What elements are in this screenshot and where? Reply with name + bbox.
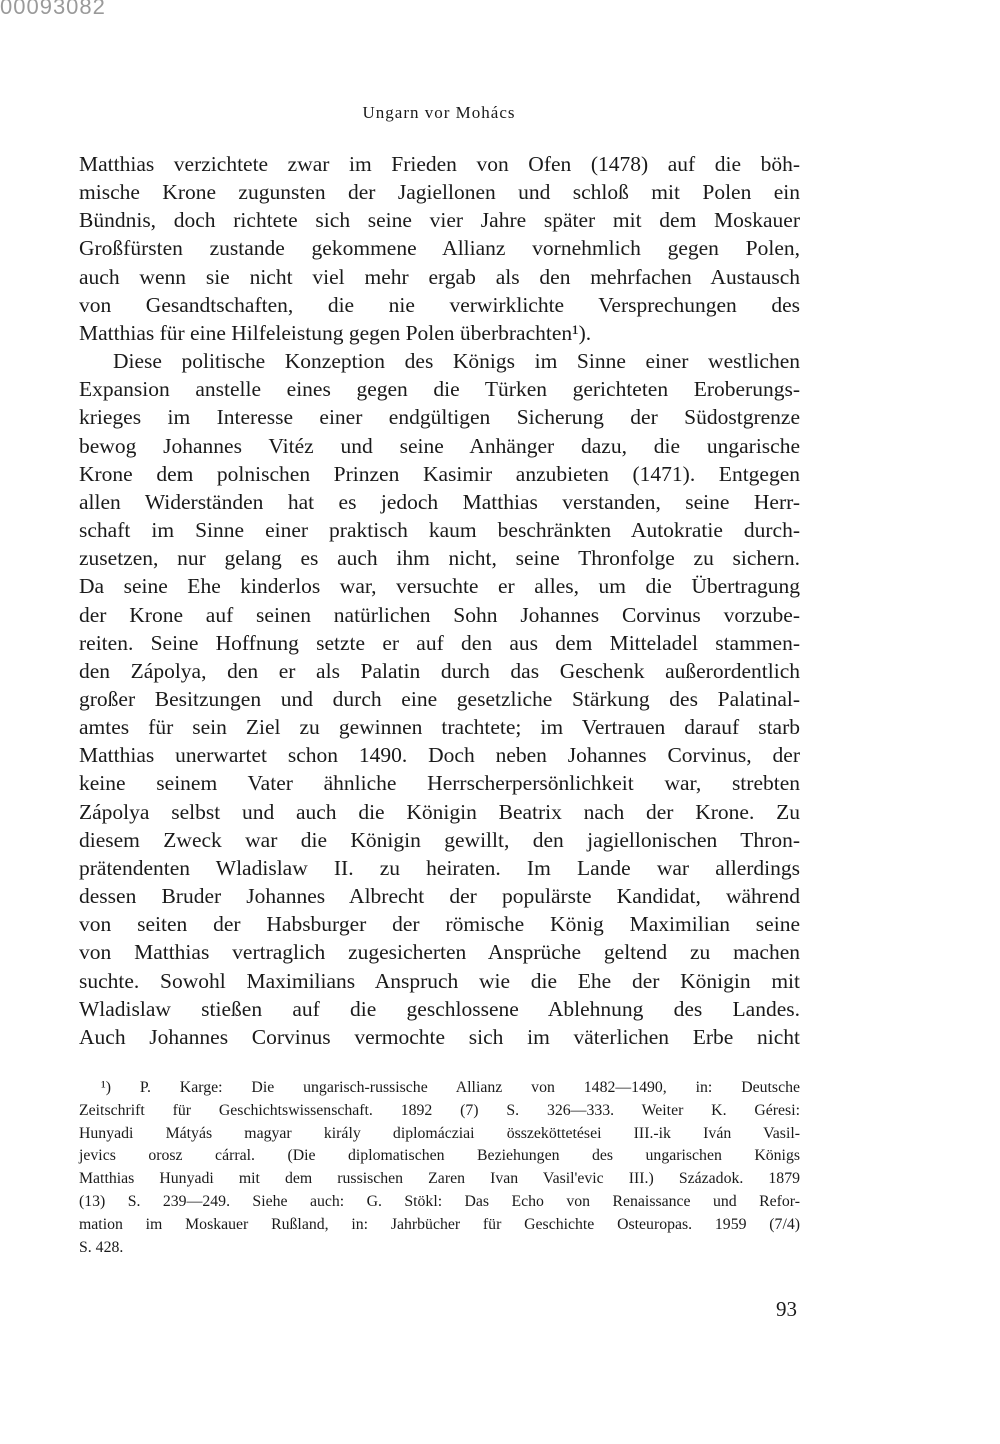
body-line: prätendenten Wladislaw II. zu heiraten. Im Lande war allerdings: [79, 855, 800, 880]
body-line: Da seine Ehe kinderlos war, versuchte er alles, um die Übertragung: [79, 574, 800, 599]
body-line: Krone dem polnischen Prinzen Kasimir anzubieten (1471). Entgegen: [79, 461, 800, 486]
footnote-line: (13) S. 239—249. Siehe auch: G. Stökl: Das Echo von Renaissance und Refor-: [79, 1192, 800, 1210]
body-line: von Gesandtschaften, die nie verwirklichte Versprechungen des: [79, 292, 800, 317]
footnote: [79, 1077, 800, 1259]
body-line: Zápolya selbst und auch die Königin Beatrix nach der Krone. Zu: [79, 799, 800, 824]
body-line: Diese politische Konzeption des Königs im Sinne einer westlichen: [113, 349, 800, 374]
body-line: Auch Johannes Corvinus vermochte sich im väterlichen Erbe nicht: [79, 1024, 800, 1049]
body-line: reiten. Seine Hoffnung setzte er auf den aus dem Mitteladel stammen-: [79, 630, 800, 655]
body-line: Matthias für eine Hilfeleistung gegen Polen überbrachten¹).: [79, 320, 592, 345]
catalog-id: 00093082: [0, 0, 106, 19]
body-line: schaft im Sinne einer praktisch kaum beschränkten Autokratie durch-: [79, 518, 800, 543]
body-line: großer Besitzungen und durch eine gesetzliche Stärkung des Palatinal-: [79, 686, 800, 711]
body-line: krieges im Interesse einer endgültigen Sicherung der Südostgrenze: [79, 405, 800, 430]
footnote-line: S. 428.: [79, 1238, 124, 1256]
body-line: von seiten der Habsburger der römische König Maximilian seine: [79, 912, 800, 937]
body-line: Matthias verzichtete zwar im Frieden von Ofen (1478) auf die böh-: [79, 152, 800, 176]
footnote-line: jevics orosz cárral. (Die diplomatischen Beziehungen des ungarischen Königs: [79, 1147, 800, 1165]
body-line: keine seinem Vater ähnliche Herrscherpersönlichkeit war, strebten: [79, 771, 800, 796]
body-line: Wladislaw stießen auf die geschlossene Ablehnung des Landes.: [79, 996, 800, 1021]
body-line: der Krone auf seinen natürlichen Sohn Johannes Corvinus vorzube-: [79, 602, 800, 627]
body-line: Bündnis, doch richtete sich seine vier Jahre später mit dem Moskauer: [79, 208, 800, 233]
body-line: Matthias unerwartet schon 1490. Doch neben Johannes Corvinus, der: [79, 743, 800, 768]
body-line: amtes für sein Ziel zu gewinnen trachtete; im Vertrauen darauf starb: [79, 715, 800, 740]
body-line: auch wenn sie nicht viel mehr ergab als den mehrfachen Austausch: [79, 264, 800, 289]
body-line: den Zápolya, den er als Palatin durch das Geschenk außerordentlich: [79, 658, 800, 683]
body-line: suchte. Sowohl Maximilians Anspruch wie die Ehe der Königin mit: [79, 968, 800, 993]
body-text: [79, 150, 800, 1051]
footnote-line: Hunyadi Mátyás magyar király diplomácziai összeköttetései III.-ik Iván Vasil-: [79, 1124, 800, 1142]
body-line: Expansion anstelle eines gegen die Türken gerichteten Eroberungs-: [79, 377, 800, 402]
body-line: bewog Johannes Vitéz und seine Anhänger dazu, die ungarische: [79, 433, 800, 458]
page-number: 93: [776, 1297, 797, 1321]
running-head: Ungarn vor Mohács: [362, 103, 516, 122]
footnote-line: ¹) P. Karge: Die ungarisch-russische Allianz von 1482—1490, in: Deutsche: [101, 1079, 800, 1096]
body-line: dessen Bruder Johannes Albrecht der populärste Kandidat, während: [79, 884, 800, 909]
body-line: diesem Zweck war die Königin gewillt, den jagiellonischen Thron-: [79, 827, 800, 852]
footnote-line: mation im Moskauer Rußland, in: Jahrbücher für Geschichte Osteuropas. 1959 (7/4): [79, 1215, 800, 1233]
footnote-line: Matthias Hunyadi mit dem russischen Zaren Ivan Vasil'evic III.) Századok. 1879: [79, 1170, 800, 1188]
body-line: allen Widerständen hat es jedoch Matthias verstanden, seine Herr-: [79, 489, 800, 514]
body-line: mische Krone zugunsten der Jagiellonen und schloß mit Polen ein: [79, 180, 800, 205]
footnote-line: Zeitschrift für Geschichtswissenschaft. 1892 (7) S. 326—333. Weiter K. Géresi:: [79, 1101, 800, 1119]
body-line: zusetzen, nur gelang es auch ihm nicht, seine Thronfolge zu sichern.: [79, 546, 800, 571]
body-line: von Matthias vertraglich zugesicherten Ansprüche geltend zu machen: [79, 940, 800, 965]
body-line: Großfürsten zustande gekommene Allianz vornehmlich gegen Polen,: [79, 236, 800, 261]
